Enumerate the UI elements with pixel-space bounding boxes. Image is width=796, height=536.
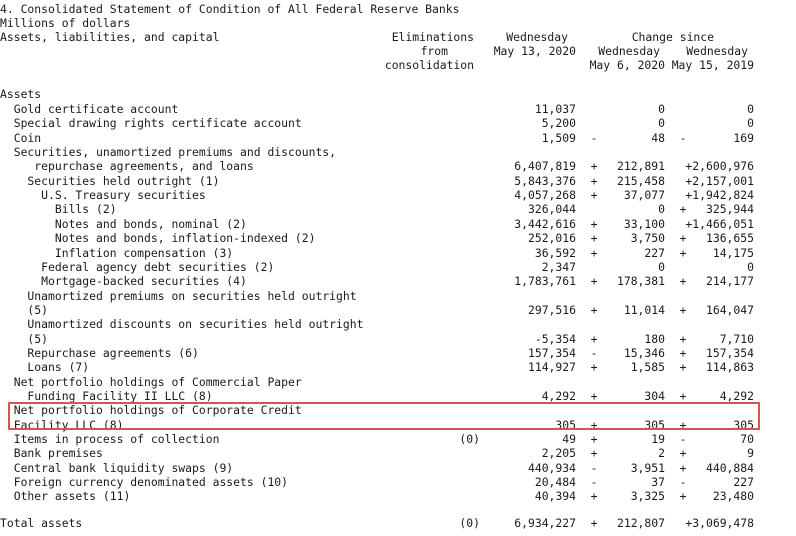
change-since-header: Change since: [631, 30, 714, 44]
row-label: (5): [0, 303, 49, 317]
row-sign-week: +: [590, 303, 598, 317]
row-change-week: 2: [658, 446, 665, 460]
row-value: 4,057,268: [514, 188, 576, 202]
row-sign-week: +: [590, 489, 598, 503]
row-sign-year: +: [679, 332, 687, 346]
row-label: Foreign currency denominated assets (10): [0, 475, 289, 489]
row-change-week: 15,346: [623, 346, 665, 360]
row-label: Inflation compensation (3): [0, 246, 234, 260]
row-value: 3,442,616: [514, 217, 576, 231]
chg1-header-2: May 6, 2020: [589, 58, 665, 72]
section-heading: Assets: [0, 87, 42, 101]
row-label: Repurchase agreements (6): [0, 346, 199, 360]
wed-header-1: Wednesday: [506, 30, 568, 44]
row-sign-week: +: [590, 332, 598, 346]
row-value: 157,354: [527, 346, 576, 360]
row-sign-year: +: [679, 303, 687, 317]
row-change-year: 169: [733, 131, 754, 145]
row-label: Securities, unamortized premiums and discounts,: [0, 145, 337, 159]
row-change-year: 164,047: [705, 303, 754, 317]
row-label: Notes and bonds, inflation-indexed (2): [0, 231, 316, 245]
row-change-year: 136,655: [705, 231, 754, 245]
chg2-header-1: Wednesday: [686, 44, 748, 58]
row-change-week: 3,951: [630, 461, 665, 475]
row-change-year: +1,466,051: [685, 217, 754, 231]
row-change-week: 37,077: [623, 188, 665, 202]
total-change-week: 212,807: [616, 516, 665, 530]
wed-header-2: May 13, 2020: [493, 44, 576, 58]
row-label: Mortgage-backed securities (4): [0, 274, 247, 288]
row-label: Special drawing rights certificate account: [0, 116, 302, 130]
row-change-week: 1,585: [630, 360, 665, 374]
row-value: 5,843,376: [514, 174, 576, 188]
row-value: 2,205: [541, 446, 576, 460]
row-change-year: 9: [747, 446, 754, 460]
highlight-box: [8, 402, 760, 430]
row-change-week: 48: [651, 131, 665, 145]
row-value: 305: [555, 418, 576, 432]
row-sign-year: +: [679, 274, 687, 288]
total-label: Total assets: [0, 516, 83, 530]
row-sign-week: +: [590, 217, 598, 231]
row-change-year: 0: [747, 102, 754, 116]
row-value: 11,037: [534, 102, 576, 116]
row-sign-year: +: [679, 418, 687, 432]
document-title: 4. Consolidated Statement of Condition of All Federal Reserve Banks: [0, 2, 460, 16]
row-change-year: +2,600,976: [685, 159, 754, 173]
row-change-week: 212,891: [616, 159, 665, 173]
row-change-year: 7,710: [719, 332, 754, 346]
row-change-year: 70: [740, 432, 754, 446]
row-change-week: 227: [644, 246, 665, 260]
row-value: 114,927: [527, 360, 576, 374]
row-change-year: 23,480: [712, 489, 754, 503]
row-sign-year: -: [679, 432, 687, 446]
row-label: Loans (7): [0, 360, 90, 374]
row-value: 440,934: [527, 461, 576, 475]
row-value: 5,200: [541, 116, 576, 130]
row-change-year: 325,944: [705, 202, 754, 216]
row-value: 40,394: [534, 489, 576, 503]
row-sign-year: +: [679, 246, 687, 260]
elim-header-2: from: [420, 44, 448, 58]
row-sign-year: -: [679, 475, 687, 489]
row-value: 20,484: [534, 475, 576, 489]
row-change-week: 0: [658, 260, 665, 274]
row-sign-week: +: [590, 418, 598, 432]
elim-header-3: consolidation: [384, 58, 474, 72]
row-change-week: 0: [658, 116, 665, 130]
row-sign-year: +: [679, 231, 687, 245]
row-sign-week: +: [590, 159, 598, 173]
total-value: 6,934,227: [514, 516, 576, 530]
row-change-week: 0: [658, 102, 665, 116]
row-sign-year: +: [679, 346, 687, 360]
row-sign-week: +: [590, 360, 598, 374]
row-label: Central bank liquidity swaps (9): [0, 461, 234, 475]
row-sign-year: -: [679, 131, 687, 145]
row-change-year: 157,354: [705, 346, 754, 360]
row-value: 326,044: [527, 202, 576, 216]
row-change-year: 214,177: [705, 274, 754, 288]
row-label: Unamortized premiums on securities held outright: [0, 289, 357, 303]
row-value: 1,509: [541, 131, 576, 145]
row-label: Gold certificate account: [0, 102, 179, 116]
row-label: Notes and bonds, nominal (2): [0, 217, 247, 231]
row-change-week: 3,750: [630, 231, 665, 245]
row-label: Securities held outright (1): [0, 174, 220, 188]
row-change-year: 440,884: [705, 461, 754, 475]
row-change-week: 37: [651, 475, 665, 489]
row-sign-week: +: [590, 446, 598, 460]
label-column-header: Assets, liabilities, and capital: [0, 30, 220, 44]
row-label: Facility LLC (8): [0, 418, 124, 432]
row-label: Federal agency debt securities (2): [0, 260, 275, 274]
row-sign-year: +: [679, 360, 687, 374]
row-value: 36,592: [534, 246, 576, 260]
row-sign-week: +: [590, 246, 598, 260]
row-elim: (0): [459, 432, 480, 446]
total-change-year: +3,069,478: [685, 516, 754, 530]
row-change-week: 3,325: [630, 489, 665, 503]
row-sign-week: -: [590, 461, 598, 475]
row-label: Bank premises: [0, 446, 103, 460]
total-elim: (0): [459, 516, 480, 530]
row-label: Bills (2): [0, 202, 117, 216]
total-sign-1: +: [590, 516, 598, 530]
row-change-week: 11,014: [623, 303, 665, 317]
row-value: 2,347: [541, 260, 576, 274]
row-change-week: 304: [644, 389, 665, 403]
row-change-week: 19: [651, 432, 665, 446]
row-change-year: 0: [747, 260, 754, 274]
row-sign-week: -: [590, 131, 598, 145]
row-value: 49: [562, 432, 576, 446]
row-label: Net portfolio holdings of Commercial Paper: [0, 375, 302, 389]
row-change-year: 227: [733, 475, 754, 489]
elim-header-1: Eliminations: [391, 30, 474, 44]
row-change-week: 0: [658, 202, 665, 216]
row-change-week: 33,100: [623, 217, 665, 231]
row-label: (5): [0, 332, 49, 346]
row-label: U.S. Treasury securities: [0, 188, 206, 202]
row-label: Unamortized discounts on securities held outright: [0, 317, 364, 331]
row-sign-year: +: [679, 461, 687, 475]
row-change-week: 178,381: [616, 274, 665, 288]
row-change-year: +1,942,824: [685, 188, 754, 202]
row-sign-year: +: [679, 489, 687, 503]
row-change-year: +2,157,001: [685, 174, 754, 188]
row-sign-year: +: [679, 389, 687, 403]
row-value: 6,407,819: [514, 159, 576, 173]
row-change-year: 4,292: [719, 389, 754, 403]
row-label: Items in process of collection: [0, 432, 220, 446]
row-value: -5,354: [534, 332, 576, 346]
row-value: 297,516: [527, 303, 576, 317]
row-sign-year: +: [679, 446, 687, 460]
row-label: Other assets (11): [0, 489, 131, 503]
row-sign-week: -: [590, 346, 598, 360]
row-label: Coin: [0, 131, 42, 145]
row-change-year: 0: [747, 116, 754, 130]
row-label: Net portfolio holdings of Corporate Credit: [0, 403, 302, 417]
row-change-year: 114,863: [705, 360, 754, 374]
row-sign-week: +: [590, 274, 598, 288]
row-sign-week: +: [590, 188, 598, 202]
row-label: repurchase agreements, and loans: [0, 159, 254, 173]
row-change-week: 305: [644, 418, 665, 432]
chg2-header-2: May 15, 2019: [671, 58, 754, 72]
row-change-week: 215,458: [616, 174, 665, 188]
row-sign-week: +: [590, 389, 598, 403]
row-value: 4,292: [541, 389, 576, 403]
units-label: Millions of dollars: [0, 16, 131, 30]
row-change-week: 180: [644, 332, 665, 346]
row-change-year: 14,175: [712, 246, 754, 260]
row-sign-week: +: [590, 174, 598, 188]
chg1-header-1: Wednesday: [598, 44, 660, 58]
row-sign-year: +: [679, 202, 687, 216]
row-value: 1,783,761: [514, 274, 576, 288]
row-label: Funding Facility II LLC (8): [0, 389, 213, 403]
row-sign-week: -: [590, 475, 598, 489]
row-change-year: 305: [733, 418, 754, 432]
row-sign-week: +: [590, 432, 598, 446]
row-sign-week: +: [590, 231, 598, 245]
row-value: 252,016: [527, 231, 576, 245]
